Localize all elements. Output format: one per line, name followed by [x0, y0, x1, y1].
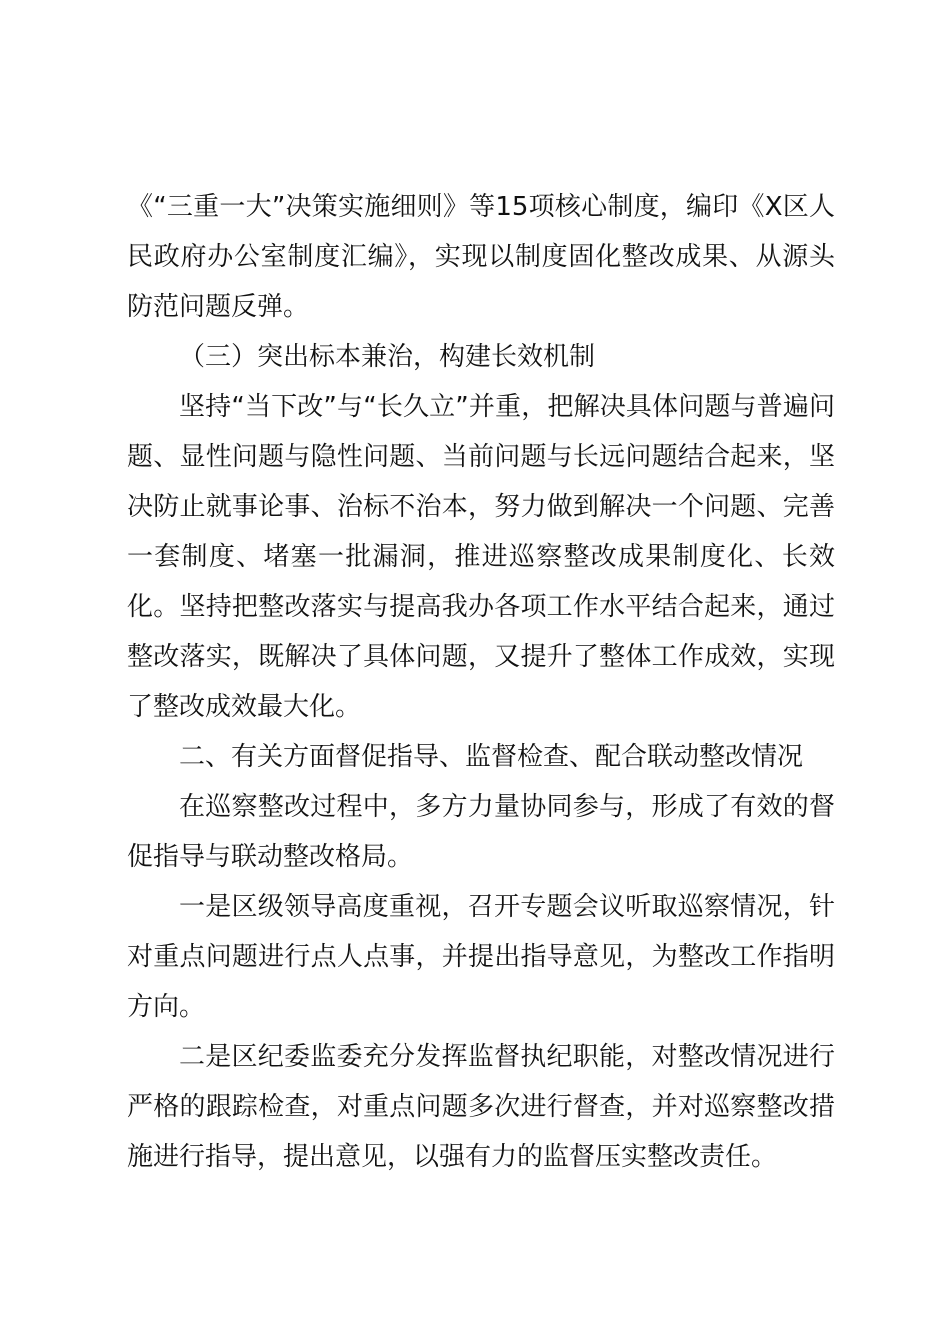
paragraph-point-2: 二是区纪委监委充分发挥监督执纪职能，对整改情况进行严格的跟踪检查，对重点问题多次进行督查，并对巡察整改措施进行指导，提出意见，以强有力的监督压实整改责任。 — [127, 1042, 835, 1172]
paragraph-longterm-mechanism: 坚持“当下改”与“长久立”并重，把解决具体问题与普遍问题、显性问题与隐性问题、当前问题与长远问题结合起来，坚决防止就事论事、治标不治本，努力做到解决一个问题、完善一套制度、堵塞一批漏洞，推进巡察整改成果制度化、长效化。坚持把整改落实与提高我办各项工作水平结合起来，通过整改落实，既解决了具体问题，又提升了整体工作成效，实现了整改成效最大化。 — [127, 392, 835, 722]
section-heading-2: 二、有关方面督促指导、监督检查、配合联动整改情况 — [179, 742, 804, 772]
document-body — [127, 182, 835, 1182]
paragraph-overview: 在巡察整改过程中，多方力量协同参与，形成了有效的督促指导与联动整改格局。 — [127, 792, 835, 872]
paragraph-point-1: 一是区级领导高度重视，召开专题会议听取巡察情况，针对重点问题进行点人点事，并提出指导意见，为整改工作指明方向。 — [127, 892, 835, 1022]
paragraph-continuation: 《“三重一大”决策实施细则》等15项核心制度，编印《X区人民政府办公室制度汇编》，实现以制度固化整改成果、从源头防范问题反弹。 — [127, 192, 835, 322]
section-heading-3: （三）突出标本兼治，构建长效机制 — [179, 342, 596, 372]
